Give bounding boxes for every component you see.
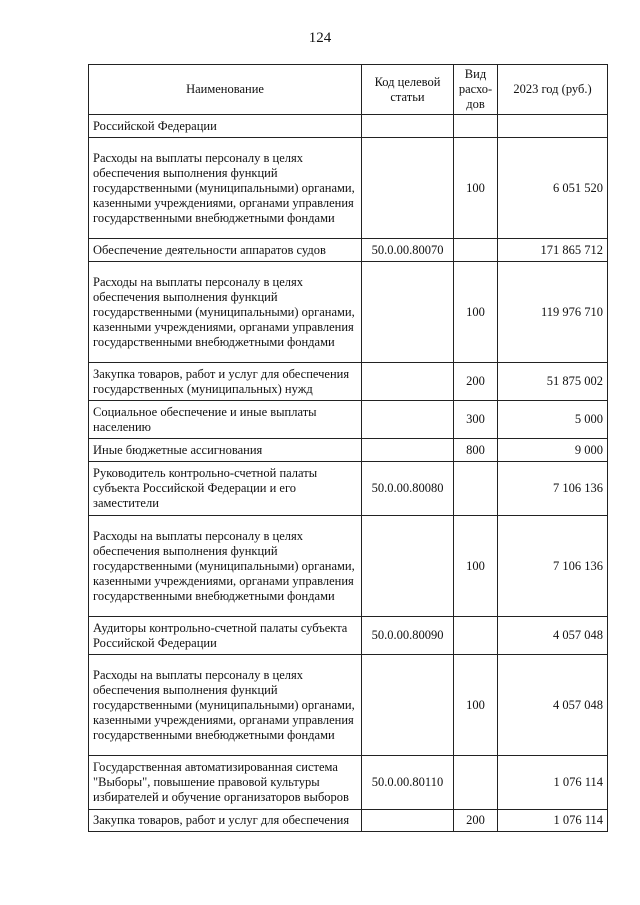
table-row [89, 239, 608, 262]
row-code: 50.0.00.80110 [362, 756, 454, 810]
header-row [89, 65, 608, 115]
header-vid: Вид расхо-дов [454, 65, 498, 115]
table-row [89, 516, 608, 617]
row-name: Социальное обеспечение и иные выплаты населению [89, 401, 362, 439]
row-code: 50.0.00.80090 [362, 617, 454, 655]
row-name: Российской Федерации [89, 115, 362, 138]
row-amount: 171 865 712 [498, 239, 608, 262]
row-name: Расходы на выплаты персоналу в целях обеспечения выполнения функций государственными (муниципальными) органами, казенными учреждениями, органами управления государственными внебюджетными фондами [89, 516, 362, 617]
row-code [362, 655, 454, 756]
row-vid: 100 [454, 262, 498, 363]
row-vid [454, 115, 498, 138]
table-row [89, 810, 608, 832]
table-header [89, 65, 608, 115]
row-amount: 5 000 [498, 401, 608, 439]
row-vid: 200 [454, 810, 498, 832]
row-name: Расходы на выплаты персоналу в целях обеспечения выполнения функций государственными (муниципальными) органами, казенными учреждениями, органами управления государственными внебюджетными фондами [89, 655, 362, 756]
row-vid: 100 [454, 516, 498, 617]
row-vid [454, 617, 498, 655]
table-row [89, 401, 608, 439]
row-amount: 9 000 [498, 439, 608, 462]
row-code [362, 401, 454, 439]
row-amount: 7 106 136 [498, 516, 608, 617]
row-code [362, 115, 454, 138]
row-amount [498, 115, 608, 138]
header-amount: 2023 год (руб.) [498, 65, 608, 115]
row-code [362, 138, 454, 239]
row-vid [454, 756, 498, 810]
row-vid: 800 [454, 439, 498, 462]
row-code [362, 810, 454, 832]
row-name: Руководитель контрольно-счетной палаты субъекта Российской Федерации и его заместители [89, 462, 362, 516]
table-body [89, 115, 608, 832]
table-row [89, 262, 608, 363]
header-name: Наименование [89, 65, 362, 115]
row-amount: 6 051 520 [498, 138, 608, 239]
row-code: 50.0.00.80070 [362, 239, 454, 262]
row-amount: 119 976 710 [498, 262, 608, 363]
row-vid: 100 [454, 655, 498, 756]
table-row [89, 655, 608, 756]
row-name: Расходы на выплаты персоналу в целях обеспечения выполнения функций государственными (муниципальными) органами, казенными учреждениями, органами управления государственными внебюджетными фондами [89, 138, 362, 239]
row-amount: 7 106 136 [498, 462, 608, 516]
row-code: 50.0.00.80080 [362, 462, 454, 516]
row-name: Государственная автоматизированная система "Выборы", повышение правовой культуры избирателей и обучение организаторов выборов [89, 756, 362, 810]
row-code [362, 439, 454, 462]
row-code [362, 262, 454, 363]
budget-table [88, 64, 608, 832]
row-name: Закупка товаров, работ и услуг для обеспечения государственных (муниципальных) нужд [89, 363, 362, 401]
row-vid: 200 [454, 363, 498, 401]
row-amount: 1 076 114 [498, 756, 608, 810]
row-name: Закупка товаров, работ и услуг для обеспечения [89, 810, 362, 832]
row-amount: 4 057 048 [498, 617, 608, 655]
table-row [89, 115, 608, 138]
table-row [89, 617, 608, 655]
row-vid [454, 462, 498, 516]
table-row [89, 363, 608, 401]
row-amount: 1 076 114 [498, 810, 608, 832]
page-number: 124 [308, 30, 332, 46]
row-name: Обеспечение деятельности аппаратов судов [89, 239, 362, 262]
row-amount: 4 057 048 [498, 655, 608, 756]
table-row [89, 462, 608, 516]
row-code [362, 516, 454, 617]
row-vid: 100 [454, 138, 498, 239]
row-amount: 51 875 002 [498, 363, 608, 401]
header-code: Код целевой статьи [362, 65, 454, 115]
table-row [89, 138, 608, 239]
row-name: Аудиторы контрольно-счетной палаты субъекта Российской Федерации [89, 617, 362, 655]
row-name: Расходы на выплаты персоналу в целях обеспечения выполнения функций государственными (муниципальными) органами, казенными учреждениями, органами управления государственными внебюджетными фондами [89, 262, 362, 363]
row-vid: 300 [454, 401, 498, 439]
row-code [362, 363, 454, 401]
table-row [89, 439, 608, 462]
table-row [89, 756, 608, 810]
row-vid [454, 239, 498, 262]
row-name: Иные бюджетные ассигнования [89, 439, 362, 462]
